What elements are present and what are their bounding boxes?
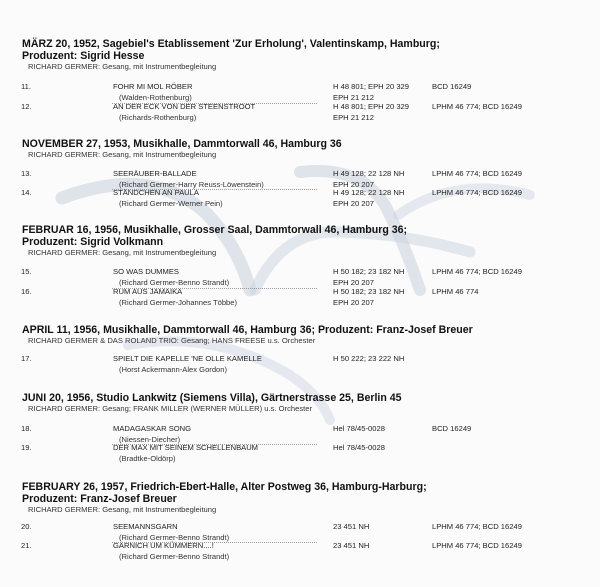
track-composers: (Richard Germer-Benno Strandt) [119, 532, 230, 542]
track-title: AN DER ECK VON DER STEENSTROOT [113, 102, 256, 111]
catalog-number-secondary: EPH 20 207 [333, 198, 374, 208]
track-composers: (Richard Germer-Werner Pein) [119, 198, 223, 208]
track-composers: (Niessen-Diecher) [119, 434, 181, 444]
track-number: 20. [21, 522, 32, 531]
track-number: 16. [21, 287, 32, 296]
catalog-number: Hel 78/45-0028 [333, 443, 385, 452]
session-heading-line: Produzent: Sigrid Volkmann [22, 236, 164, 248]
reissue-number: BCD 16249 [432, 424, 472, 433]
track-row [0, 188, 600, 210]
reissue-number: BCD 16249 [432, 82, 472, 91]
performers-line: RICHARD GERMER: Gesang, mit Instrumentbegleitung [28, 150, 217, 159]
reissue-number: LPHM 46 774 [432, 287, 479, 296]
session-heading [22, 38, 592, 62]
session-heading [22, 138, 592, 150]
track-number: 15. [21, 267, 32, 276]
track-number: 18. [21, 424, 32, 433]
reissue-number: LPHM 46 774; BCD 16249 [432, 541, 522, 550]
session-heading-line: JUNI 20, 1956, Studio Lankwitz (Siemens Villa), Gärtnerstrasse 25, Berlin 45 [22, 392, 402, 404]
track-number: 21. [21, 541, 32, 550]
session-heading-line: Produzent: Sigrid Hesse [22, 50, 145, 62]
reissue-number: LPHM 46 774; BCD 16249 [432, 169, 522, 178]
track-composers: (Bradtke-Oldörp) [119, 453, 176, 463]
session-heading-line: APRIL 11, 1956, Musikhalle, Dammtorwall 46, Hamburg 36; Produzent: Franz-Josef Breuer [22, 324, 473, 336]
catalog-number: H 49 128; 22 128 NH [333, 188, 405, 197]
track-row [0, 443, 600, 465]
track-row [0, 354, 600, 376]
reissue-number: LPHM 46 774; BCD 16249 [432, 267, 522, 276]
catalog-number: 23 451 NH [333, 541, 370, 550]
catalog-number-secondary: EPH 21 212 [333, 112, 374, 122]
catalog-number: Hel 78/45-0028 [333, 424, 385, 433]
session-heading-line: MÄRZ 20, 1952, Sagebiel's Etablissement 'Zur Erholung', Valentinskamp, Hamburg; [22, 38, 440, 50]
track-title: STÄNDCHEN AN PAULA [113, 188, 199, 197]
track-title: GARNICH UM KÜMMERN....! [113, 541, 214, 550]
catalog-number: H 48 801; EPH 20 329 [333, 102, 409, 111]
reissue-number: LPHM 46 774; BCD 16249 [432, 102, 522, 111]
track-row [0, 102, 600, 124]
track-row [0, 287, 600, 309]
session-heading [22, 481, 592, 505]
track-title: SPIELT DIE KAPELLE 'NE OLLE KAMELLE [113, 354, 262, 363]
track-number: 11. [21, 82, 31, 91]
track-composers: (Walden-Rothenburg) [119, 92, 192, 102]
track-title: SEERÄUBER-BALLADE [113, 169, 197, 178]
track-title: RUM AUS JAMAIKA [113, 287, 183, 296]
track-title: MADAGASKAR SONG [113, 424, 192, 433]
track-title: SEEMANNSGARN [113, 522, 178, 531]
track-composers: (Richard Germer-Johannes Többe) [119, 297, 238, 307]
reissue-number: LPHM 46 774; BCD 16249 [432, 188, 522, 197]
performers-line: RICHARD GERMER: Gesang, mit Instrumentbegleitung [28, 62, 217, 71]
session-heading [22, 324, 592, 336]
catalog-number-secondary: EPH 20 207 [333, 297, 374, 307]
catalog-number: H 49 128; 22 128 NH [333, 169, 405, 178]
catalog-number-secondary: EPH 20 207 [333, 179, 374, 189]
track-title: DER MAX MIT SEINEM SCHELLENBAUM [113, 443, 259, 452]
performers-line: RICHARD GERMER: Gesang; FRANK MILLER (WERNER MÜLLER) u.s. Orchester [28, 404, 312, 413]
catalog-number: H 50 182; 23 182 NH [333, 287, 405, 296]
catalog-number: H 50 182; 23 182 NH [333, 267, 405, 276]
session-heading [22, 392, 592, 404]
catalog-number: H 48 801; EPH 20 329 [333, 82, 409, 91]
track-composers: (Horst Ackermann-Alex Gordon) [119, 364, 228, 374]
reissue-number: LPHM 46 774; BCD 16249 [432, 522, 522, 531]
track-number: 19. [21, 443, 32, 452]
session-heading-line: FEBRUARY 26, 1957, Friedrich-Ebert-Halle, Alter Postweg 36, Hamburg-Harburg; [22, 481, 427, 493]
performers-line: RICHARD GERMER & DAS ROLAND TRIO: Gesang; HANS FREESE u.s. Orchester [28, 336, 316, 345]
track-composers: (Richards-Rothenburg) [119, 112, 197, 122]
track-composers: (Richard Germer-Benno Strandt) [119, 277, 230, 287]
track-composers: (Richard Germer-Harry Reuss-Löwenstein) [119, 179, 264, 189]
track-number: 14. [21, 188, 32, 197]
track-title: SO WAS DUMMES [113, 267, 179, 276]
track-row [0, 267, 600, 289]
catalog-number-secondary: EPH 21 212 [333, 92, 374, 102]
track-number: 13. [21, 169, 32, 178]
session-heading-line: NOVEMBER 27, 1953, Musikhalle, Dammtorwall 46, Hamburg 36 [22, 138, 342, 150]
track-row [0, 541, 600, 563]
track-number: 12. [21, 102, 32, 111]
catalog-number: H 50 222; 23 222 NH [333, 354, 405, 363]
session-heading-line: Produzent: Franz-Josef Breuer [22, 493, 177, 505]
track-title: FOHR MI MOL RÖBER [113, 82, 193, 91]
performers-line: RICHARD GERMER: Gesang, mit Instrumentbegleitung [28, 505, 217, 514]
catalog-number: 23 451 NH [333, 522, 370, 531]
catalog-number-secondary: EPH 20 207 [333, 277, 374, 287]
session-heading-line: FEBRUAR 16, 1956, Musikhalle, Grosser Saal, Dammtorwall 46, Hamburg 36; [22, 224, 408, 236]
track-number: 17. [21, 354, 32, 363]
track-row [0, 82, 600, 104]
track-composers: (Richard Germer-Benno Strandt) [119, 551, 230, 561]
session-heading [22, 224, 592, 248]
performers-line: RICHARD GERMER: Gesang, mit Instrumentbegleitung [28, 248, 217, 257]
